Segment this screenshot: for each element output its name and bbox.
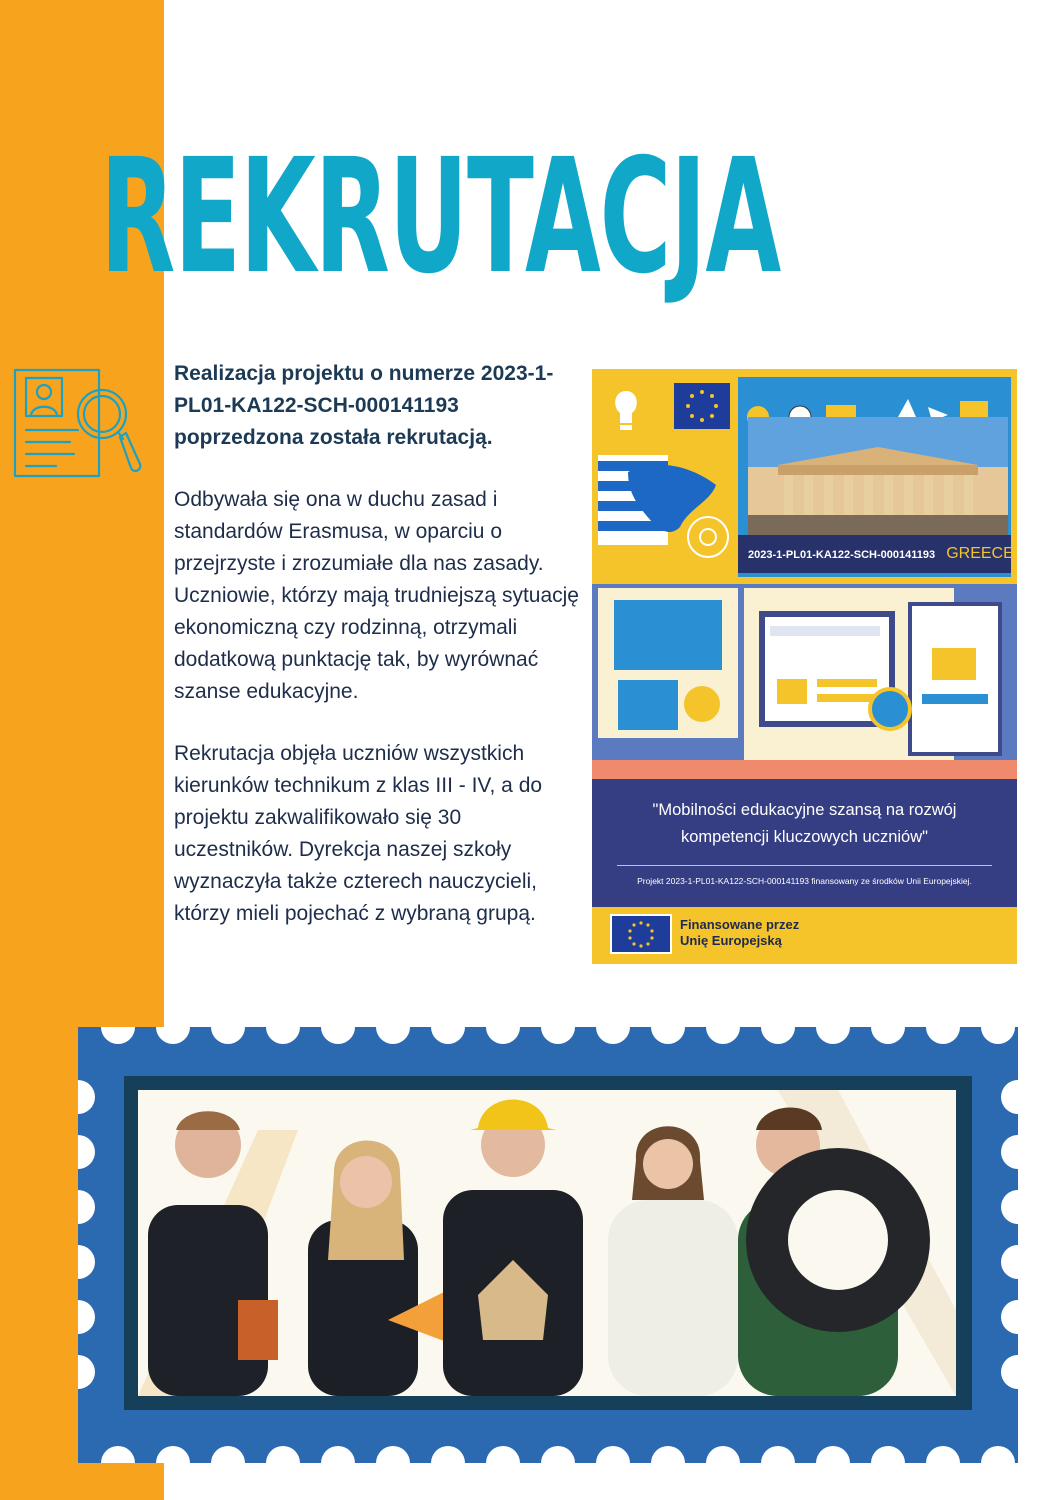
greece-map-icon xyxy=(598,377,738,577)
students-photo xyxy=(138,1090,956,1396)
poster-country: GREECE xyxy=(946,545,1014,562)
poster-middle-panel xyxy=(592,584,1017,779)
page-title: REKRUTACJA xyxy=(100,125,781,309)
eu-funding-line2: Unię Europejską xyxy=(680,933,782,948)
poster-quote-line1: "Mobilności edukacyjne szansą na rozwój xyxy=(652,801,957,819)
computer-illustration xyxy=(592,584,1017,779)
parthenon-image xyxy=(748,417,1008,537)
poster-quote-line2: kompetencji kluczowych uczniów" xyxy=(680,828,929,846)
poster-divider xyxy=(617,865,992,866)
poster-code-bar xyxy=(738,535,1014,573)
document-search-icon xyxy=(12,366,144,482)
paragraph-recruitment: Rekrutacja objęła uczniów wszystkich kierunków technikum z klas III - IV, a do projektu zakwalifikowało się 30 uczestników. Dyrekcja naszej szkoły wyznaczyła także czterech nauczycieli, którzy mieli pojechać z wybraną grupą. xyxy=(174,742,543,925)
eu-funding-line1: Finansowane przez xyxy=(680,917,800,932)
paragraph-standards: Odbywała się ona w duchu zasad i standardów Erasmusa, w oparciu o przejrzyste i zrozumiałe dla nas zasady. Uczniowie, którzy mają trudniejszą sytuację ekonomiczną czy rodzinną, otrzymali dodatkową punktację tak, by wyrównać szanse edukacyjne. xyxy=(174,488,579,703)
poster-project-code: 2023-1-PL01-KA122-SCH-000141193 xyxy=(748,549,936,561)
poster-quote-panel xyxy=(592,779,1017,907)
poster-quote xyxy=(592,797,1017,851)
project-poster xyxy=(592,369,1017,964)
poster-top-panel xyxy=(598,377,1014,577)
intro-paragraph: Realizacja projektu o numerze 2023-1-PL01-KA122-SCH-000141193 poprzedzona została rekrutacją. xyxy=(174,362,554,449)
body-text xyxy=(174,358,584,960)
eu-flag-icon xyxy=(610,914,672,954)
poster-funding-note: Projekt 2023-1-PL01-KA122-SCH-000141193 finansowany ze środków Unii Europejskiej. xyxy=(637,876,972,886)
poster-greece-illustration xyxy=(598,377,738,577)
eu-funding-label xyxy=(680,917,799,949)
